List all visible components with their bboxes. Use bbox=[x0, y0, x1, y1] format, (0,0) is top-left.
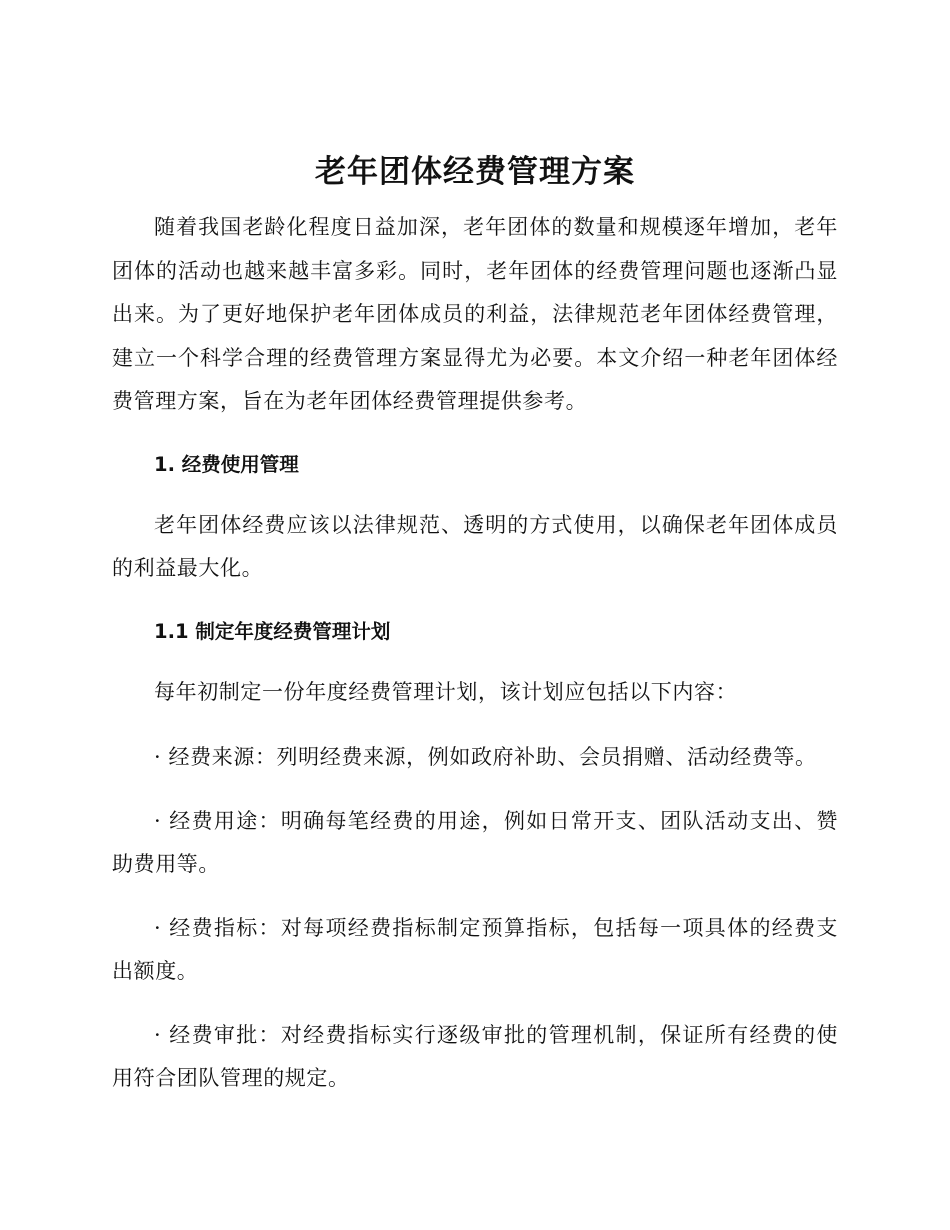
section-1-1-lead-paragraph: 每年初制定一份年度经费管理计划，该计划应包括以下内容： bbox=[154, 679, 738, 704]
list-item-funding-usage: · 经费用途：明确每笔经费的用途，例如日常开支、团队活动支出、赞助费用等。 bbox=[112, 808, 838, 876]
intro-paragraph: 随着我国老龄化程度日益加深，老年团体的数量和规模逐年增加，老年团体的活动也越来越丰富多彩。同时，老年团体的经费管理问题也逐渐凸显出来。为了更好地保护老年团体成员的利益，法律规范老年团体经费管理，建立一个科学合理的经费管理方案显得尤为必要。本文介绍一种老年团体经费管理方案，旨在为老年团体经费管理提供参考。 bbox=[112, 215, 838, 413]
list-item-funding-source: · 经费来源：列明经费来源，例如政府补助、会员捐赠、活动经费等。 bbox=[154, 745, 817, 769]
document-title: 老年团体经费管理方案 bbox=[315, 154, 635, 190]
section-heading-1: 1. 经费使用管理 bbox=[154, 452, 299, 476]
section-heading-1-1: 1.1 制定年度经费管理计划 bbox=[154, 619, 391, 643]
list-item-funding-indicators: · 经费指标：对每项经费指标制定预算指标，包括每一项具体的经费支出额度。 bbox=[112, 915, 838, 983]
section-1-paragraph: 老年团体经费应该以法律规范、透明的方式使用，以确保老年团体成员的利益最大化。 bbox=[112, 512, 838, 580]
list-item-funding-approval: · 经费审批：对经费指标实行逐级审批的管理机制，保证所有经费的使用符合团队管理的规定。 bbox=[112, 1022, 838, 1090]
